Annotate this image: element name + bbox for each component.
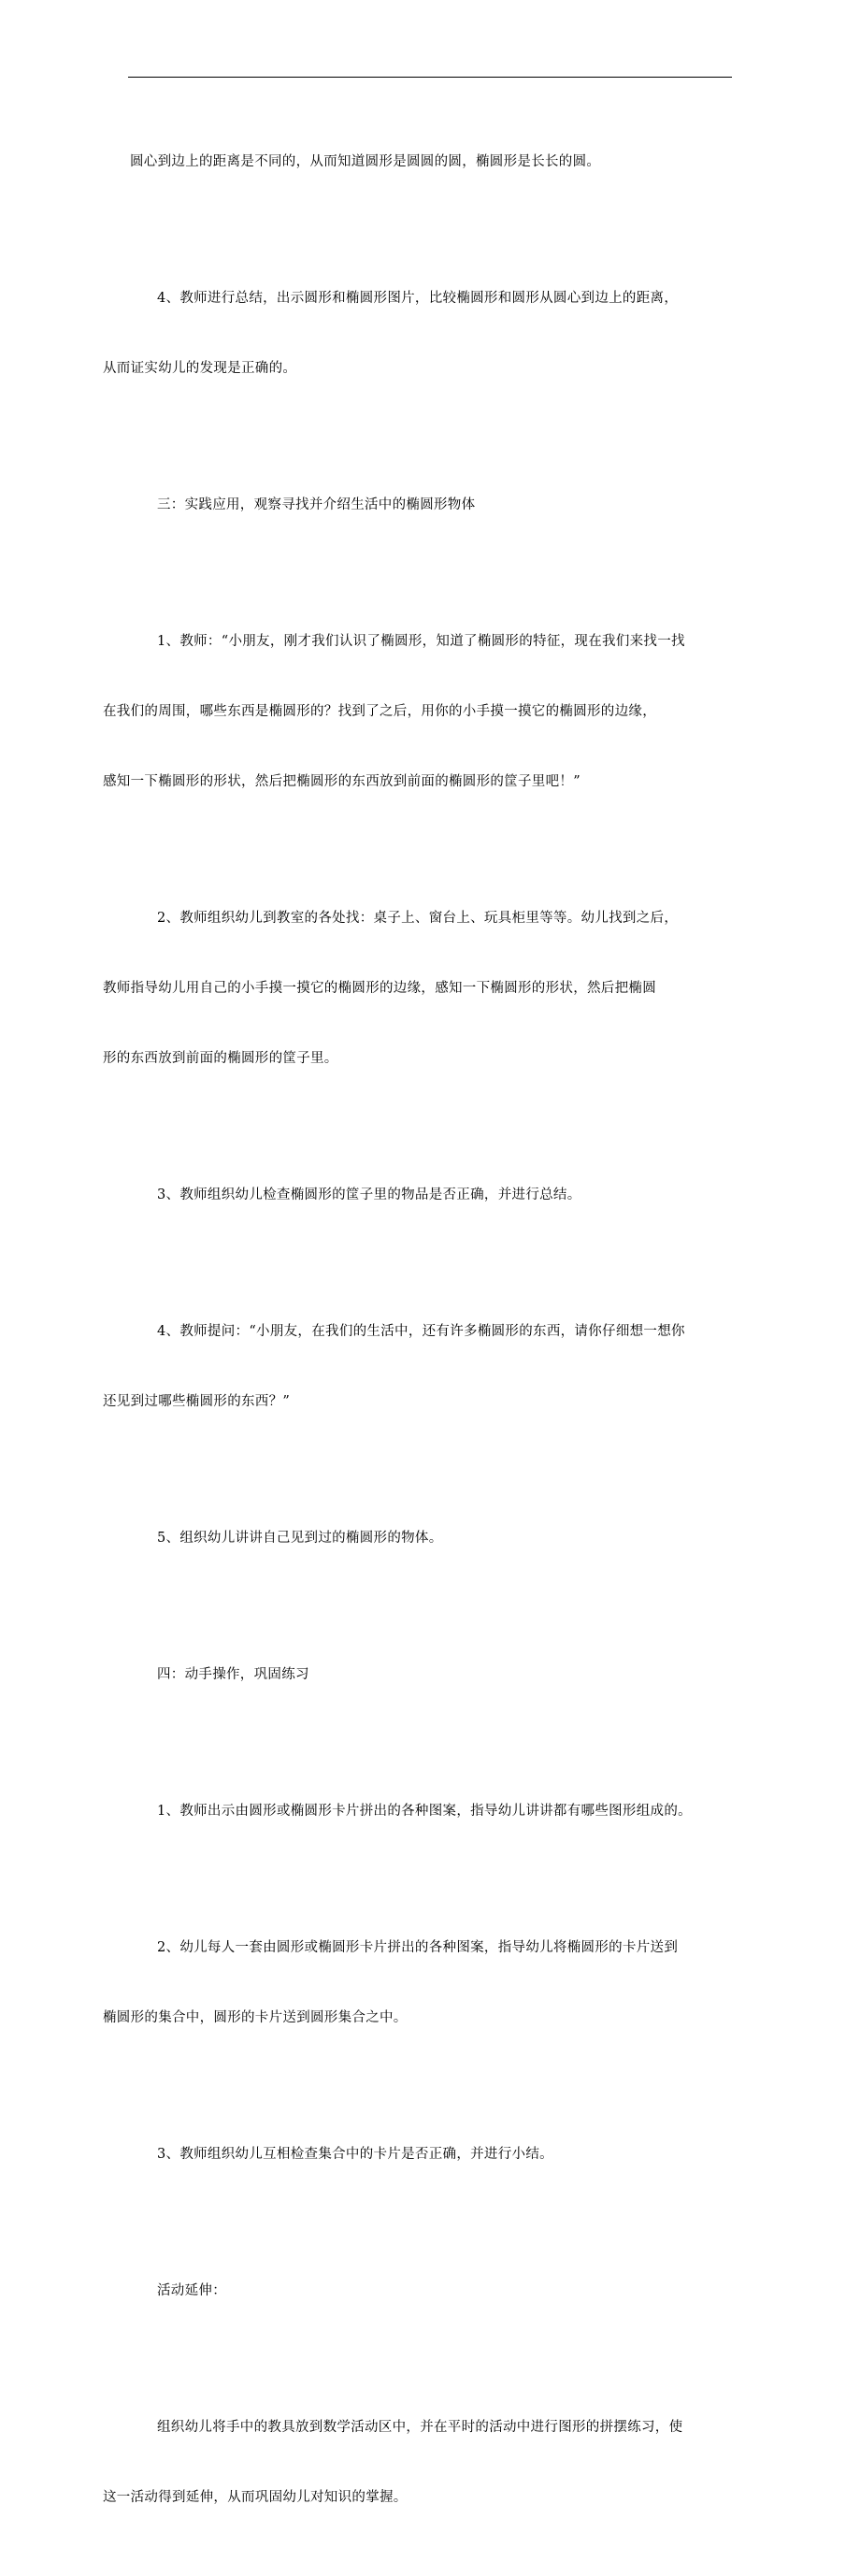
paragraph-step-3 (130, 1137, 734, 1254)
text-line: 这一活动得到延伸，从而巩固幼儿对知识的掌握。 (103, 2490, 408, 2505)
text-line: 圆心到边上的距离是不同的，从而知道圆形是圆圆的圆，椭圆形是长长的圆。 (130, 154, 601, 169)
text-line: 在我们的周围，哪些东西是椭圆形的？找到了之后，用你的小手摸一摸它的椭圆形的边缘， (103, 704, 656, 719)
text-line: 还见到过哪些椭圆形的东西？” (103, 1394, 291, 1409)
text-line: 4、教师提问：“小朋友，在我们的生活中，还有许多椭圆形的东西，请你仔细想一想你 (157, 1324, 685, 1339)
text-line: 2、幼儿每人一套由圆形或椭圆形卡片拼出的各种图案，指导幼儿将椭圆形的卡片送到 (157, 1940, 679, 1955)
paragraph-step-1 (103, 583, 734, 841)
paragraph-step-5 (130, 1480, 734, 1597)
text-line: 5、组织幼儿讲讲自己见到过的椭圆形的物体。 (157, 1531, 443, 1546)
text-line: 1、教师出示由圆形或椭圆形卡片拼出的各种图案，指导幼儿讲讲都有哪些图形组成的。 (157, 1804, 692, 1819)
text-line: 4、教师进行总结，出示圆形和椭圆形图片，比较椭圆形和圆形从圆心到边上的距离， (157, 291, 679, 306)
paragraph-practice-1 (130, 1753, 734, 1870)
section-heading-4 (130, 1617, 734, 1734)
text-line: 椭圆形的集合中，圆形的卡片送到圆形集合之中。 (103, 2010, 408, 2025)
text-line: 教师指导幼儿用自己的小手摸一摸它的椭圆形的边缘，感知一下椭圆形的形状，然后把椭圆 (103, 981, 656, 996)
text-line: 2、教师组织幼儿到教室的各处找：桌子上、窗台上、玩具柜里等等。幼儿找到之后， (157, 911, 679, 926)
text-line: 3、教师组织幼儿互相检查集合中的卡片是否正确，并进行小结。 (157, 2147, 553, 2162)
paragraph-step-4-question (103, 1274, 734, 1461)
section-heading-extension (130, 2233, 734, 2350)
paragraph-practice-2 (103, 1890, 734, 2077)
text-line: 四：动手操作，巩固练习 (157, 1667, 309, 1682)
text-line: 形的东西放到前面的椭圆形的筐子里。 (103, 1051, 338, 1066)
text-line: 1、教师：“小朋友，刚才我们认识了椭圆形，知道了椭圆形的特征，现在我们来找一找 (157, 634, 685, 649)
text-line: 从而证实幼儿的发现是正确的。 (103, 361, 297, 376)
text-line: 感知一下椭圆形的形状，然后把椭圆形的东西放到前面的椭圆形的筐子里吧！” (103, 774, 580, 789)
paragraph-extension (103, 2369, 734, 2556)
text-line: 组织幼儿将手中的教具放到数学活动区中，并在平时的活动中进行图形的拼摆练习，使 (157, 2420, 683, 2435)
text-line: 3、教师组织幼儿检查椭圆形的筐子里的物品是否正确，并进行总结。 (157, 1187, 581, 1202)
paragraph-step-4-summary (103, 240, 734, 427)
paragraph-continuation (130, 104, 734, 221)
text-line: 三：实践应用，观察寻找并介绍生活中的椭圆形物体 (157, 497, 476, 512)
document-body (103, 104, 734, 2576)
paragraph-practice-3 (130, 2096, 734, 2213)
paragraph-step-2 (103, 860, 734, 1117)
section-heading-3 (130, 447, 734, 564)
header-rule (128, 77, 732, 78)
text-line: 活动延伸： (157, 2283, 226, 2298)
